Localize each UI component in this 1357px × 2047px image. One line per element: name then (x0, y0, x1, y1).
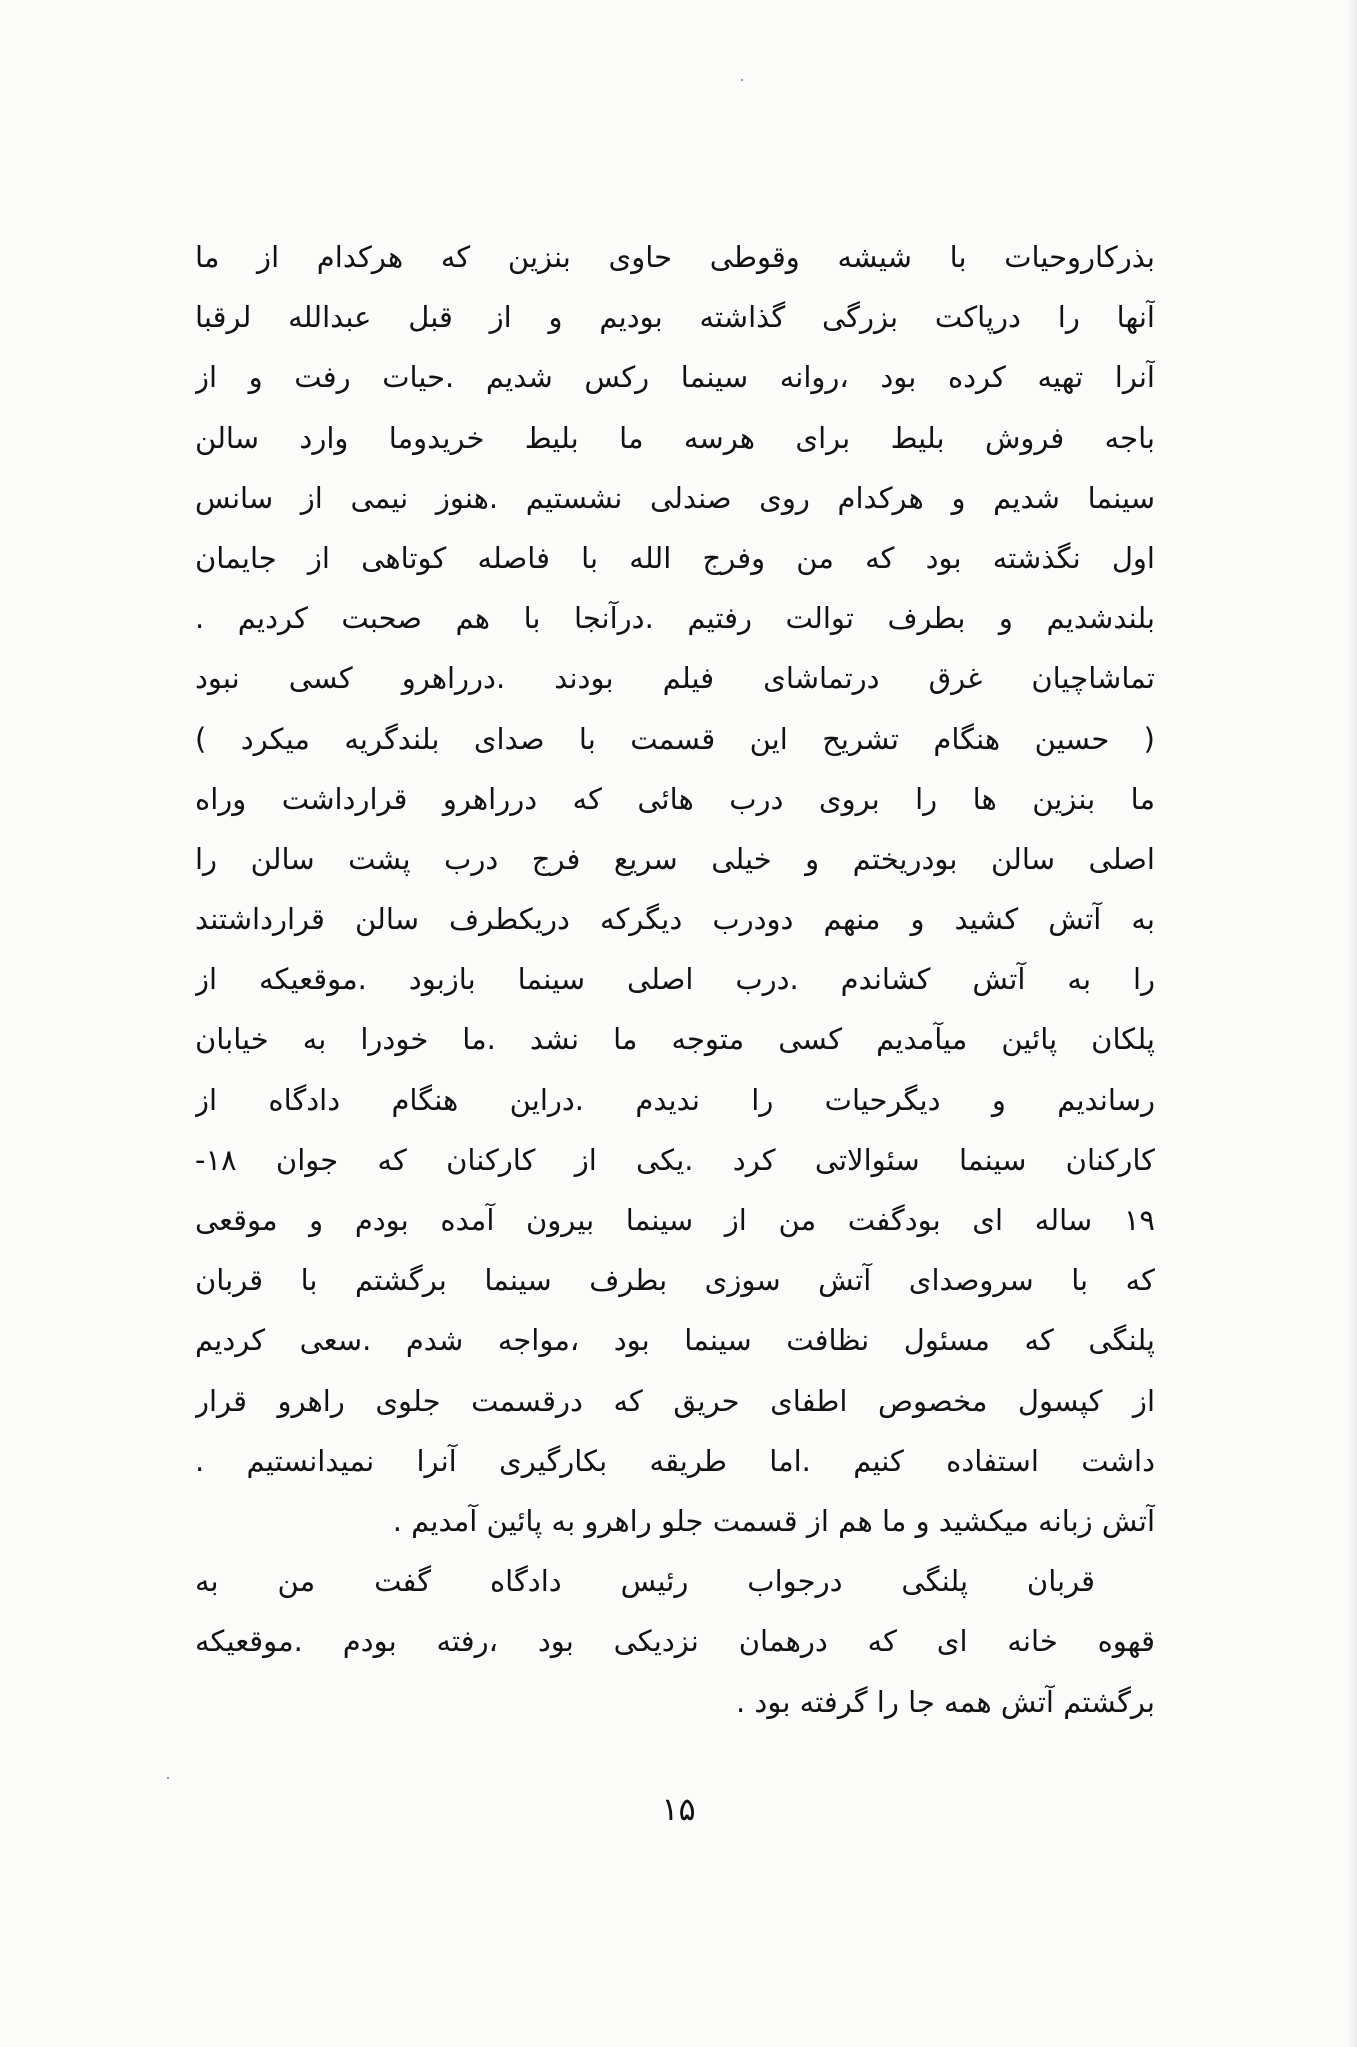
text-line: از کپسول مخصوص اطفای حریق که درقسمت جلوی راهرو قرار (195, 1383, 1155, 1418)
text-line: داشت استفاده کنیم .اما طریقه بکارگیری آنرا نمیدانستیم . (195, 1443, 1155, 1478)
body-text (195, 227, 1155, 1732)
text-line: قهوه خانه ای که درهمان نزدیکی بود ،رفته بودم .موقعیکه (195, 1624, 1155, 1659)
text-line: پلکان پائین میآمدیم کسی متوجه ما نشد .ما خودرا به خیابان (195, 1022, 1155, 1057)
text-line: برگشتم آتش همه جا را گرفته بود . (735, 1684, 1155, 1719)
text-line: اول نگذشته بود که من وفرج الله با فاصله کوتاهی از جایمان (195, 540, 1155, 575)
text-line: پلنگی که مسئول نظافت سینما بود ،مواجه شدم .سعی کردیم (195, 1323, 1155, 1358)
text-line: بذرکاروحیات با شیشه وقوطی حاوی بنزین که هرکدام از ما (195, 240, 1155, 274)
text-line: اصلی سالن بودریختم و خیلی سریع فرج درب پشت سالن را (195, 841, 1155, 876)
scan-speck (167, 1777, 169, 1779)
text-line: ما بنزین ها را بروی درب هائی که درراهرو قرارداشت وراه (195, 781, 1155, 816)
text-line: سینما شدیم و هرکدام روی صندلی نشستیم .هنوز نیمی از سانس (195, 480, 1155, 515)
text-line: آتش زبانه میکشید و ما هم از قسمت جلو راهرو به پائین آمدیم . (392, 1503, 1155, 1538)
page-number: ۱۵ (661, 1790, 696, 1828)
text-line: کارکنان سینما سئوالاتی کرد .یکی از کارکنان که جوان ۱۸- (195, 1142, 1155, 1177)
text-line: ( حسین هنگام تشریح این قسمت با صدای بلندگریه میکرد ) (195, 721, 1155, 756)
text-line: بلندشدیم و بطرف توالت رفتیم .درآنجا با هم صحبت کردیم . (195, 601, 1155, 636)
text-line: رساندیم و دیگرحیات را ندیدم .دراین هنگام دادگاه از (195, 1082, 1155, 1117)
page-edge-shadow (1347, 0, 1357, 2047)
text-line: را به آتش کشاندم .درب اصلی سینما بازبود .موقعیکه از (195, 962, 1155, 997)
text-line: ۱۹ ساله ای بودگفت من از سینما بیرون آمده بودم و موقعی (195, 1203, 1155, 1237)
text-line: آنها را درپاکت بزرگی گذاشته بودیم و از قبل عبدالله لرقبا (195, 300, 1155, 335)
text-line: که با سروصدای آتش سوزی بطرف سینما برگشتم با قربان (195, 1263, 1155, 1298)
text-line: به آتش کشید و منهم دودرب دیگرکه دریکطرف سالن قرارداشتند (195, 902, 1155, 937)
text-line: آنرا تهیه کرده بود ،روانه سینما رکس شدیم .حیات رفت و از (195, 360, 1155, 395)
scan-speck (741, 79, 743, 81)
text-line: باجه فروش بلیط برای هرسه ما بلیط خریدوما وارد سالن (195, 420, 1155, 455)
text-line: تماشاچیان غرق درتماشای فیلم بودند .درراهرو کسی نبود (195, 661, 1155, 696)
text-line: قربان پلنگی درجواب رئیس دادگاه گفت من به (195, 1564, 1095, 1599)
